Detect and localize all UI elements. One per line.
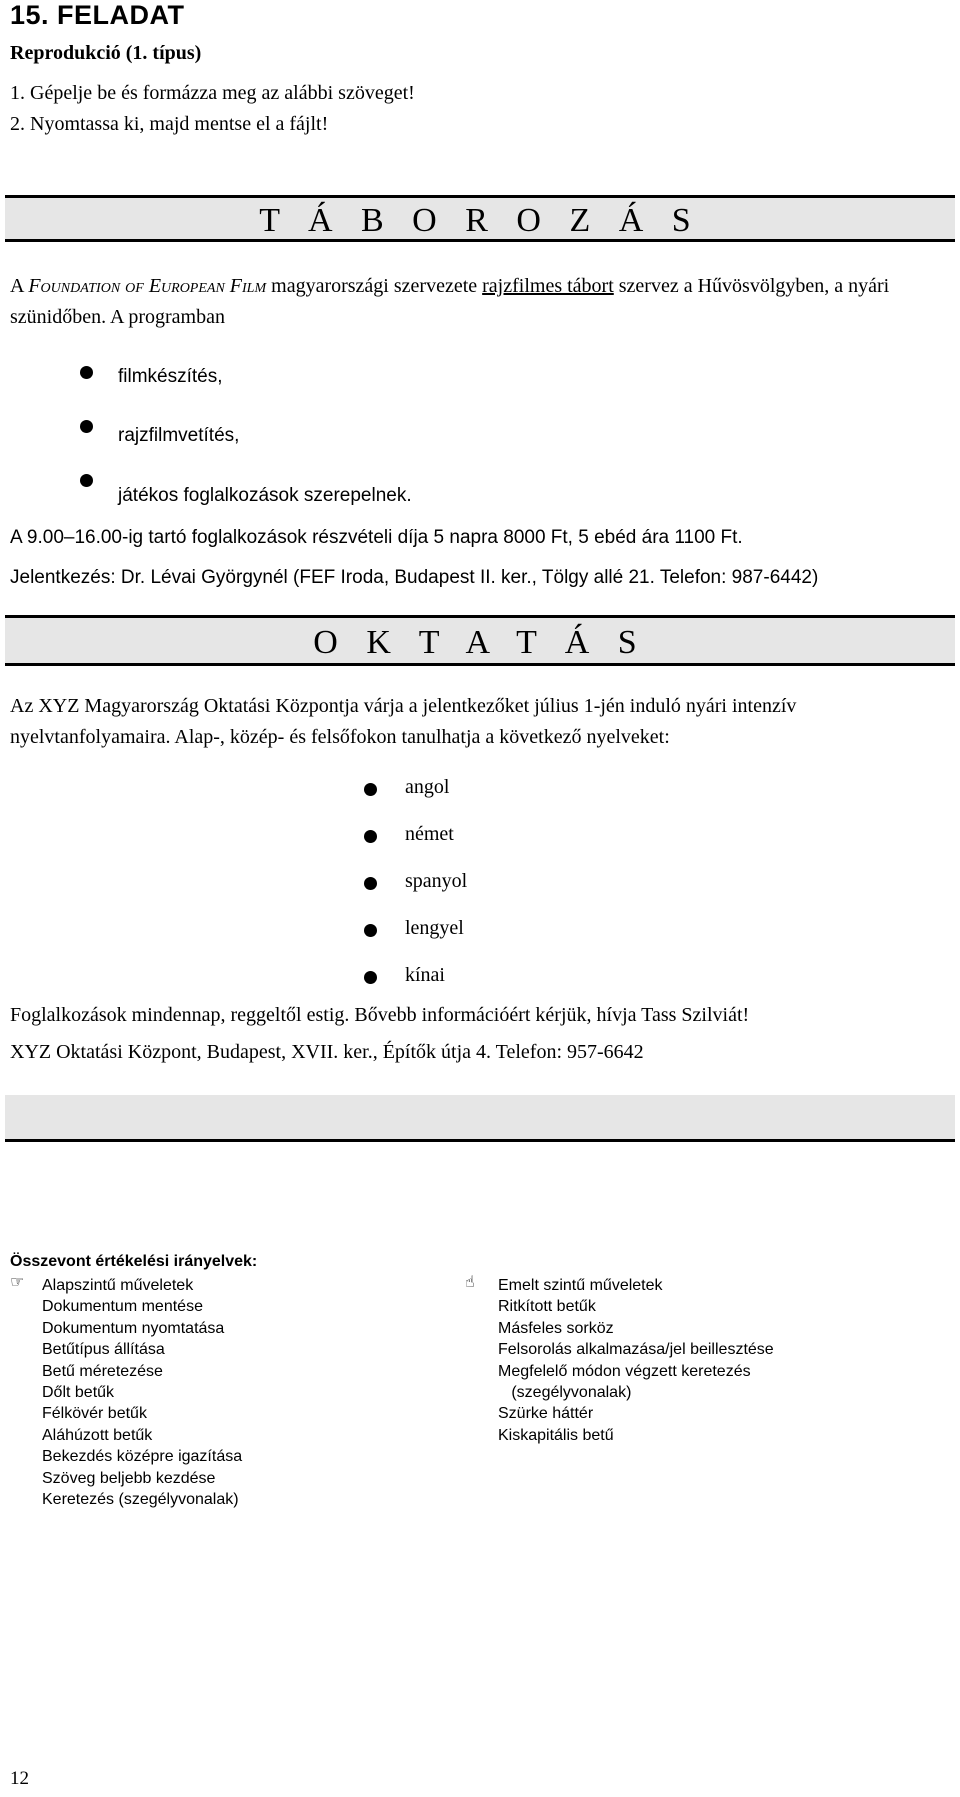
advanced-operations-list bbox=[498, 1275, 774, 1446]
task-subtitle: Reprodukció (1. típus) bbox=[10, 42, 202, 64]
instruction-2: 2. Nyomtassa ki, majd mentse el a fájlt! bbox=[10, 113, 329, 135]
list-item: Másfeles sorköz bbox=[498, 1319, 614, 1337]
bullet-icon bbox=[364, 783, 377, 796]
list-item: Emelt szintű műveletek bbox=[498, 1277, 663, 1294]
evaluation-heading: Összevont értékelési irányelvek: bbox=[10, 1253, 258, 1270]
list-item: Kiskapitális betű bbox=[498, 1426, 614, 1444]
list-item: német bbox=[405, 823, 454, 845]
list-item: lengyel bbox=[405, 917, 464, 939]
list-item: Felsorolás alkalmazása/jel beillesztése bbox=[498, 1341, 774, 1359]
task-title: 15. FELADAT bbox=[10, 0, 185, 30]
section-heading-taborozas: T Á B O R O Z Á S bbox=[5, 195, 955, 242]
bullet-icon bbox=[80, 474, 93, 487]
basic-operations-list bbox=[42, 1275, 242, 1510]
bullet-icon bbox=[80, 420, 93, 433]
list-item: Keretezés (szegélyvonalak) bbox=[42, 1491, 239, 1509]
list-item: Dőlt betűk bbox=[42, 1384, 115, 1402]
list-item: Aláhúzott betűk bbox=[42, 1426, 153, 1444]
bullet-icon bbox=[364, 971, 377, 984]
section1-contact-line: Jelentkezés: Dr. Lévai Györgynél (FEF Iroda, Budapest II. ker., Tölgy allé 21. Telefon: 987-6442) bbox=[10, 567, 819, 588]
list-item: Dokumentum nyomtatása bbox=[42, 1319, 225, 1337]
section-heading-oktatas: O K T A T Á S bbox=[5, 615, 955, 666]
list-item: játékos foglalkozások szerepelnek. bbox=[118, 485, 412, 506]
list-item: rajzfilmvetítés, bbox=[118, 425, 240, 446]
list-item: Betű méretezése bbox=[42, 1362, 163, 1380]
page-number: 12 bbox=[10, 1768, 29, 1789]
list-item: spanyol bbox=[405, 870, 468, 892]
list-item: Betűtípus állítása bbox=[42, 1341, 165, 1359]
bullet-icon bbox=[364, 877, 377, 890]
pointing-finger-icon: ☝ bbox=[465, 1272, 475, 1291]
list-item: Megfelelő módon végzett keretezés bbox=[498, 1362, 751, 1380]
section2-schedule-line: Foglalkozások mindennap, reggeltől estig. Bővebb információért kérjük, hívja Tass Szilviát! bbox=[10, 1004, 750, 1026]
list-item: Bekezdés középre igazítása bbox=[42, 1448, 243, 1466]
list-item: Alapszintű műveletek bbox=[42, 1277, 194, 1294]
shaded-empty-bar bbox=[5, 1095, 955, 1142]
list-item: Félkövér betűk bbox=[42, 1405, 147, 1423]
brand-name: Foundation of European Film bbox=[28, 275, 267, 297]
section1-intro: A Foundation of European Film magyarországi szervezete rajzfilmes tábort szervez a Hűvösvölgyben, a nyári szünidőben. A programban bbox=[10, 275, 890, 328]
list-item: filmkészítés, bbox=[118, 366, 223, 387]
section2-intro: Az XYZ Magyarország Oktatási Központja várja a jelentkezőket július 1-jén induló nyári intenzív nyelvtanfolyamaira. Alap-, közép- és felsőfokon tanulhatja a következő nyelveket: bbox=[10, 695, 797, 748]
list-item: angol bbox=[405, 776, 450, 798]
pointing-hand-icon: ☞ bbox=[10, 1272, 25, 1291]
instruction-1: 1. Gépelje be és formázza meg az alábbi szöveget! bbox=[10, 82, 415, 104]
list-item: Szöveg beljebb kezdése bbox=[42, 1469, 216, 1487]
list-item: Dokumentum mentése bbox=[42, 1298, 203, 1316]
section1-fee-line: A 9.00–16.00-ig tartó foglalkozások részvételi díja 5 napra 8000 Ft, 5 ebéd ára 1100 Ft. bbox=[10, 527, 743, 548]
list-item: kínai bbox=[405, 964, 445, 986]
section2-address-line: XYZ Oktatási Központ, Budapest, XVII. ker., Építők útja 4. Telefon: 957-6642 bbox=[10, 1041, 644, 1063]
bullet-icon bbox=[364, 830, 377, 843]
list-item: Szürke háttér bbox=[498, 1405, 594, 1423]
bullet-icon bbox=[364, 924, 377, 937]
list-item: (szegélyvonalak) bbox=[498, 1384, 632, 1402]
bullet-icon bbox=[80, 366, 93, 379]
list-item: Ritkított betűk bbox=[498, 1298, 596, 1316]
underlined-text: rajzfilmes tábort bbox=[482, 275, 614, 297]
